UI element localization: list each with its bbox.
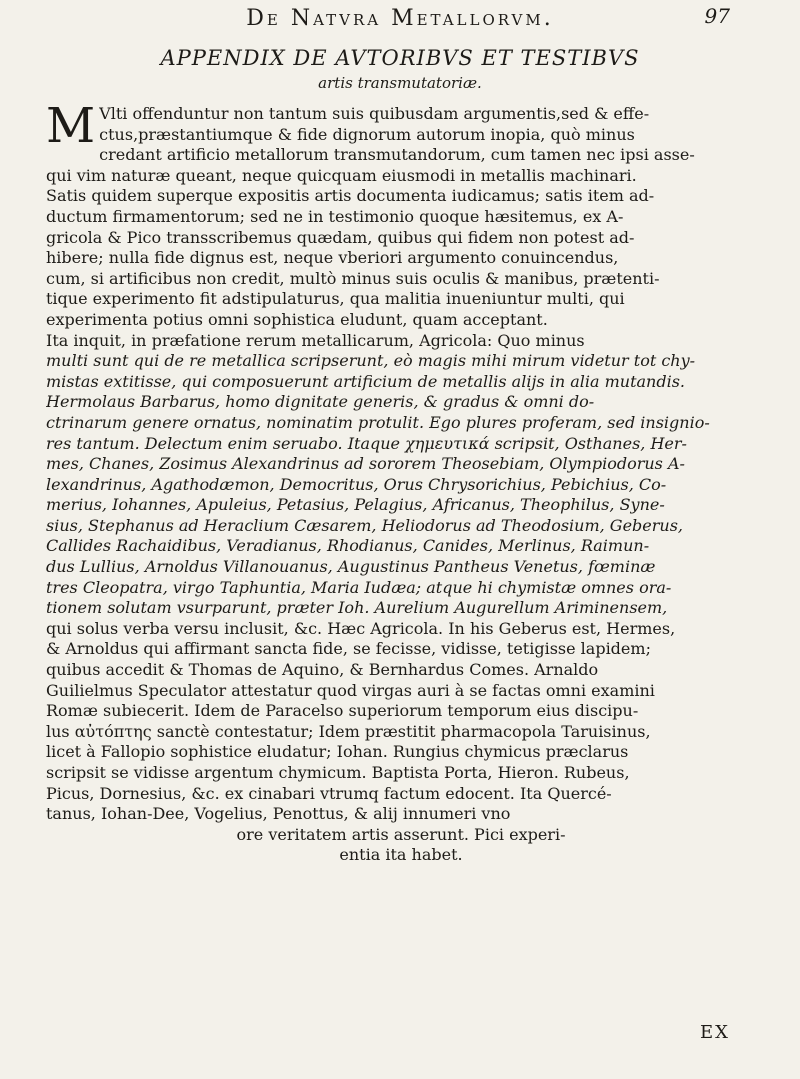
text-line: Hermolaus Barbarus, homo dignitate generis, & gradus & omni do- <box>46 392 595 412</box>
drop-cap: M <box>46 98 96 154</box>
text-line: gricola & Pico transscribemus quædam, quibus qui fidem non potest ad- <box>46 227 635 247</box>
text-line: tionem solutam vsurparunt, præter Ioh. Aurelium Augurellum Ariminensem, <box>46 598 668 618</box>
text-line: ctrinarum genere ornatus, nominatim protulit. Ego plures proferam, sed insignio- <box>46 412 710 432</box>
text-line: qui vim naturæ queant, neque quicquam eiusmodi in metallis machinari. <box>46 165 637 185</box>
appendix-subtitle: artis transmutatoriæ. <box>318 74 482 92</box>
text-line: licet à Fallopio sophistice eludatur; Iohan. Rungius chymicus præclarus <box>46 742 629 762</box>
text-line: credant artificio metallorum transmutandorum, cum tamen nec ipsi asse- <box>99 145 695 165</box>
catchword: EX <box>700 1022 730 1043</box>
running-head: De Natvra Metallorvm. <box>246 5 554 31</box>
text-line: merius, Iohannes, Apuleius, Petasius, Pelagius, Africanus, Theophilus, Syne- <box>46 495 665 515</box>
text-line: lexandrinus, Agathodæmon, Democritus, Orus Chrysorichius, Pebichius, Co- <box>46 474 667 494</box>
text-line: Satis quidem superque expositis artis documenta iudicamus; satis item ad- <box>46 186 655 206</box>
text-line: & Arnoldus qui affirmant sancta fide, se fecisse, vidisse, tetigisse lapidem; <box>46 639 651 659</box>
text-line: lus αὐτόπτης sanctè contestatur; Idem præstitit pharmacopola Taruisinus, <box>46 721 651 741</box>
page-number: 97 <box>704 4 730 28</box>
text-line: Vlti offenduntur non tantum suis quibusdam argumentis,sed & effe- <box>99 104 650 123</box>
text-line: mes, Chanes, Zosimus Alexandrinus ad sororem Theosebiam, Olympiodorus A- <box>46 454 685 474</box>
text-line: tres Cleopatra, virgo Taphuntia, Maria Iudæa; atque hi chymistæ omnes ora- <box>46 577 672 597</box>
text-line: experimenta potius omni sophistica eludunt, quam acceptant. <box>46 309 548 329</box>
text-line: Ita inquit, in præfatione rerum metallicarum, Agricola: Quo minus <box>46 330 585 350</box>
text-line: Picus, Dornesius, &c. ex cinabari vtrumq factum edocent. Ita Quercé- <box>46 783 612 803</box>
text-line: Guilielmus Speculator attestatur quod virgas auri à se factas omni examini <box>46 680 655 700</box>
text-line: sius, Stephanus ad Heraclium Cæsarem, Heliodorus ad Theodosium, Geberus, <box>46 515 684 535</box>
text-line: ctus,præstantiumque & fide dignorum autorum inopia, quò minus <box>99 124 635 144</box>
text-line: tique experimento fit adstipulaturus, qua malitia inueniuntur multi, qui <box>46 289 625 309</box>
body-text <box>46 98 756 866</box>
text-line: scripsit se vidisse argentum chymicum. Baptista Porta, Hieron. Rubeus, <box>46 763 630 782</box>
text-line: hibere; nulla fide dignus est, neque vberiori argumento conuincendus, <box>46 248 619 268</box>
text-line: multi sunt qui de re metallica scripserunt, eò magis mihi mirum videtur tot chy- <box>46 351 696 371</box>
text-line: ductum firmamentorum; sed ne in testimonio quoque hæsitemus, ex A- <box>46 206 624 226</box>
text-line: entia ita habet. <box>339 845 463 865</box>
text-line: cum, si artificibus non credit, multò minus suis oculis & manibus, prætenti- <box>46 268 660 288</box>
text-line: Callides Rachaidibus, Veradianus, Rhodianus, Canides, Merlinus, Raimun- <box>46 536 650 556</box>
text-line: qui solus verba versu inclusit, &c. Hæc Agricola. In his Geberus est, Hermes, <box>46 618 676 638</box>
text-line: res tantum. Delectum enim seruabo. Itaque χημευτικά scripsit, Osthanes, Her- <box>46 433 687 453</box>
appendix-title: APPENDIX DE AVTORIBVS ET TESTIBVS <box>160 46 640 70</box>
text-line: dus Lullius, Arnoldus Villanouanus, Augustinus Pantheus Venetus, fœminæ <box>46 557 656 577</box>
text-line: Romæ subiecerit. Idem de Paracelso superiorum temporum eius discipu- <box>46 701 639 721</box>
text-line: quibus accedit & Thomas de Aquino, & Bernhardus Comes. Arnaldo <box>46 660 599 680</box>
text-line: ore veritatem artis asserunt. Pici experi- <box>236 824 566 844</box>
text-line: mistas extitisse, qui composuerunt artificium de metallis alijs in alia mutandis. <box>46 371 686 391</box>
text-line: tanus, Iohan-Dee, Vogelius, Penottus, & alij innumeri vno <box>46 804 511 824</box>
